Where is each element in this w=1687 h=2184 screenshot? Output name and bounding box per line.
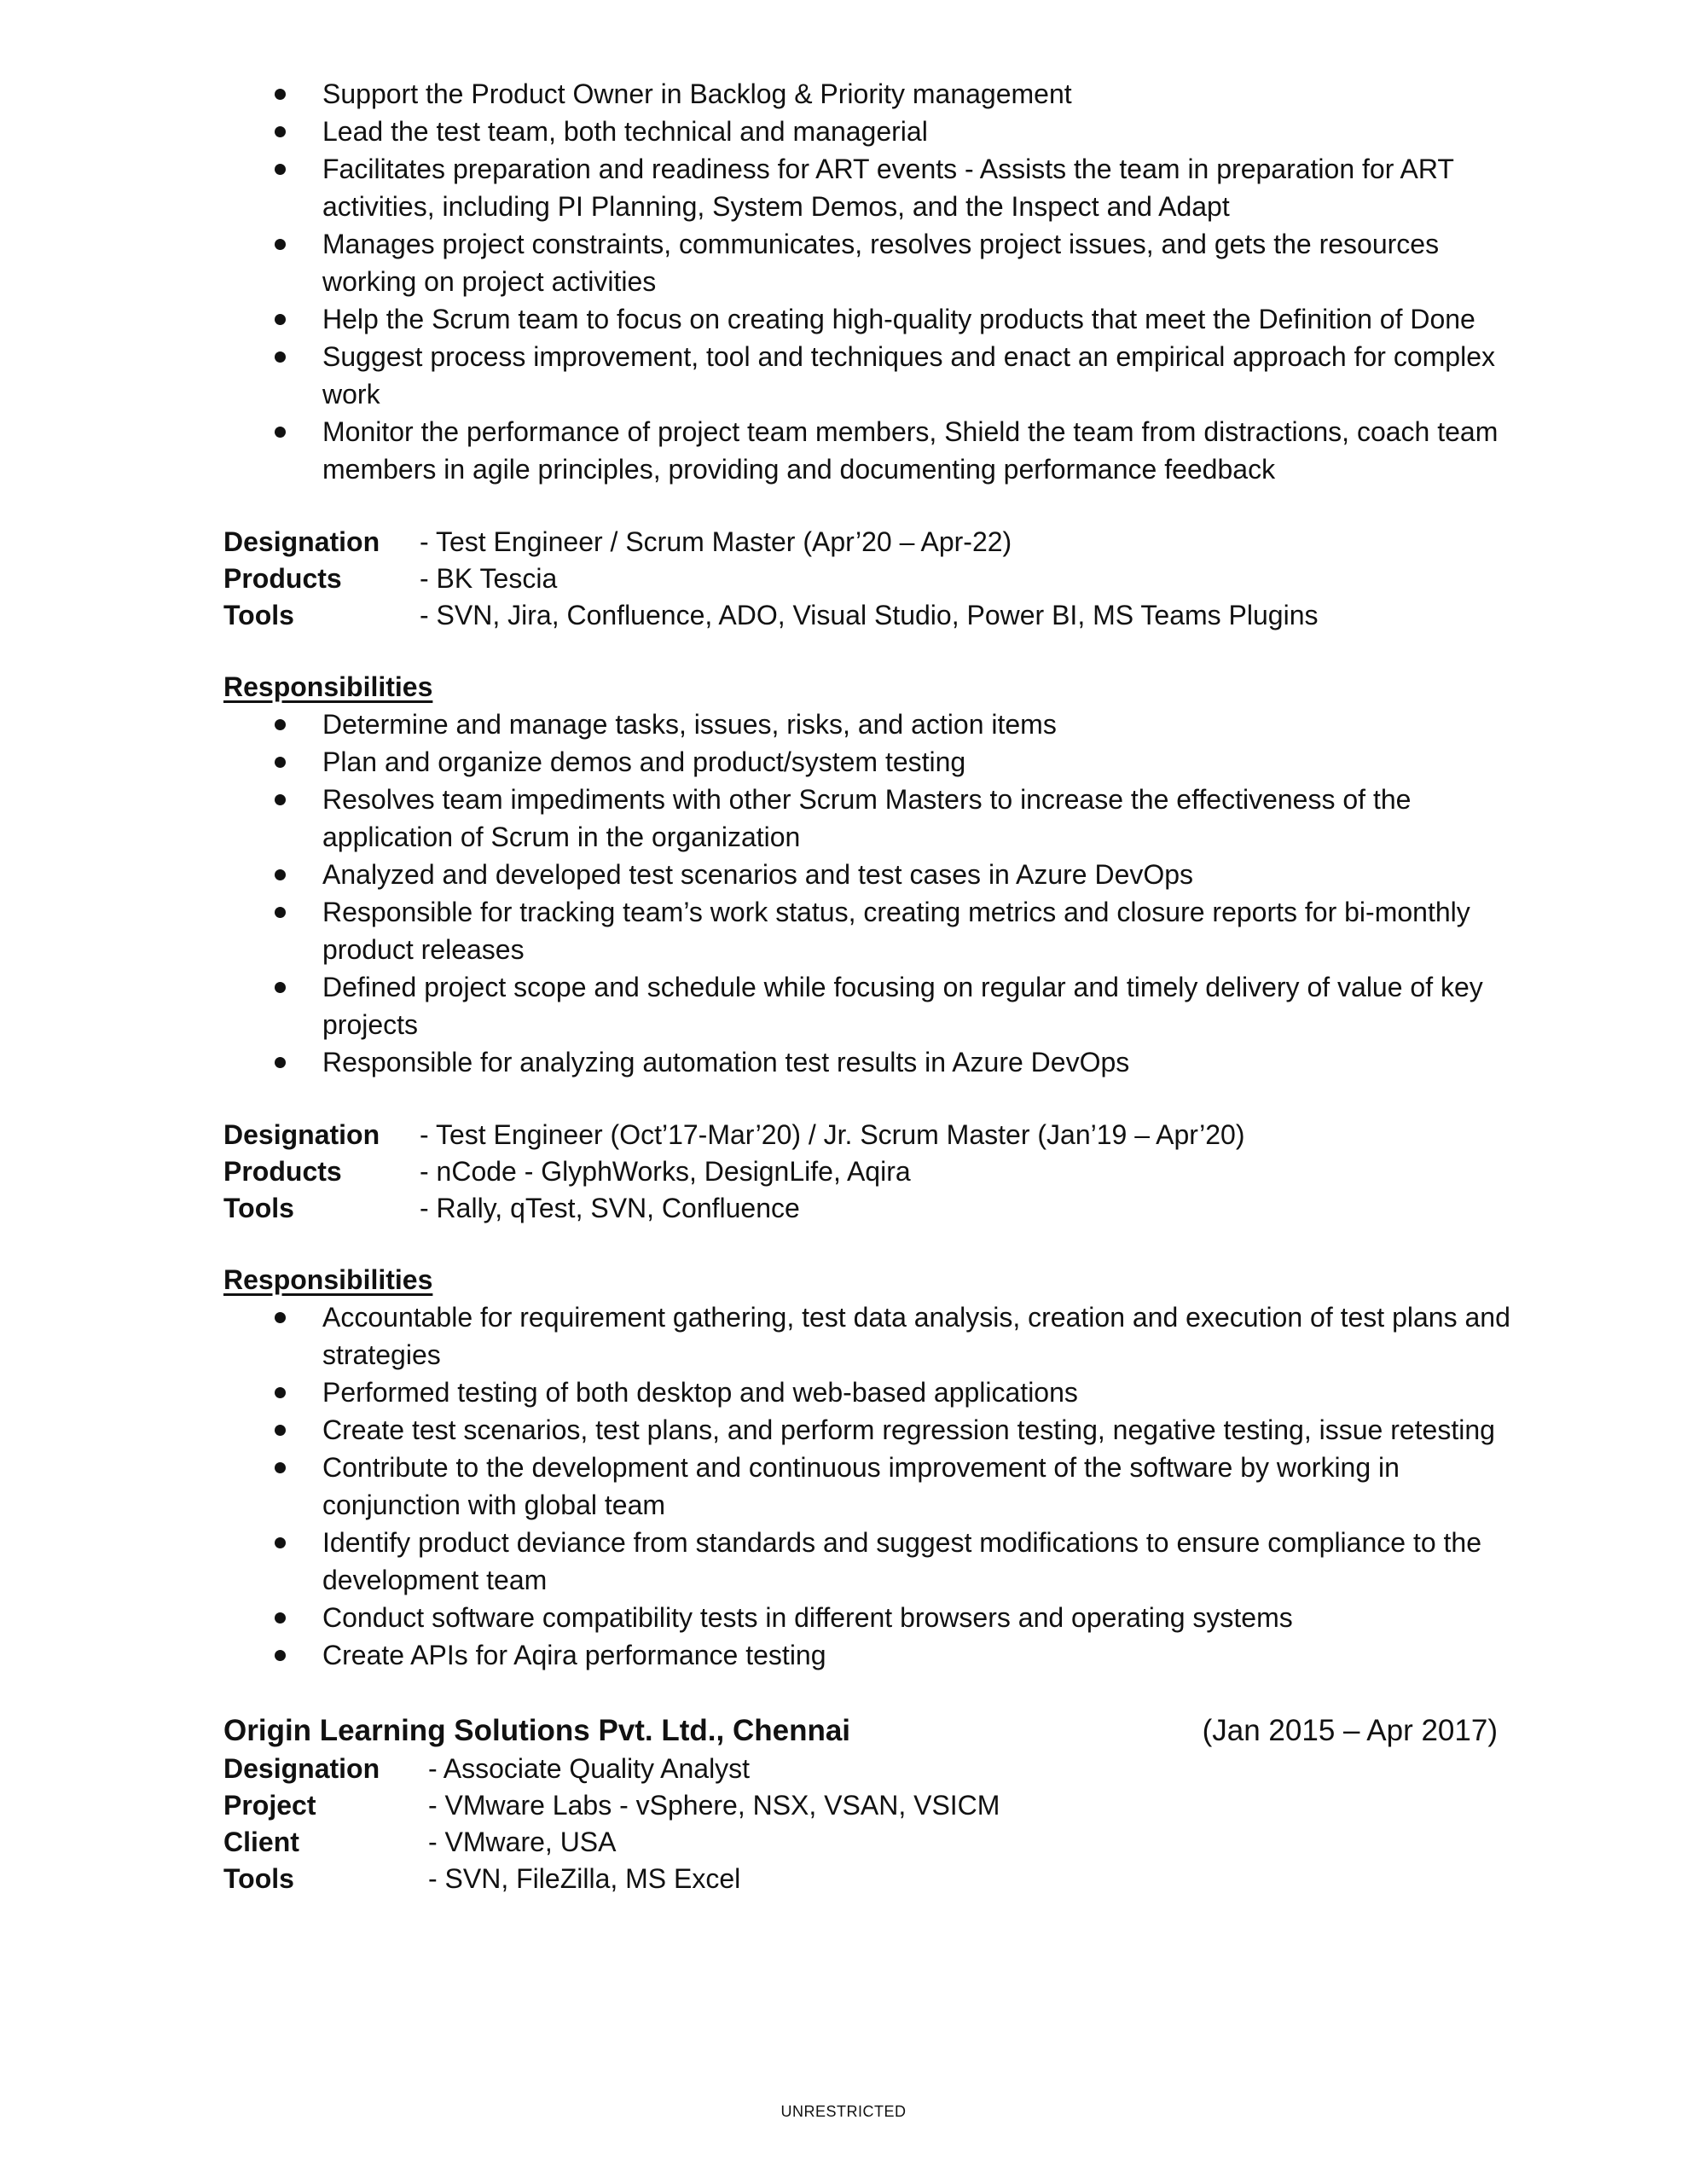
products-row	[223, 1153, 1503, 1190]
list-item: Plan and organize demos and product/system testing	[223, 743, 1516, 781]
tools-row	[223, 597, 1503, 634]
bullet-icon	[275, 794, 286, 805]
bullet-icon	[275, 1425, 286, 1436]
designation-label: Designation	[223, 1753, 380, 1784]
bullet-icon	[275, 1387, 286, 1398]
resume-content	[223, 75, 1510, 1897]
bullet-icon	[275, 89, 286, 100]
products-label: Products	[223, 563, 342, 594]
list-item: Identify product deviance from standards and suggest modifications to ensure compliance to the development team	[223, 1524, 1516, 1599]
list-item: Help the Scrum team to focus on creating high-quality products that meet the Definition of Done	[223, 300, 1516, 338]
designation-value: - Test Engineer / Scrum Master (Apr’20 – Apr-22)	[420, 526, 1012, 557]
client-value: - VMware, USA	[428, 1827, 617, 1857]
tools-value: - Rally, qTest, SVN, Confluence	[420, 1193, 800, 1223]
project-value: - VMware Labs - vSphere, NSX, VSAN, VSICM	[428, 1790, 1000, 1821]
bullet-icon	[275, 351, 286, 363]
bullet-icon	[275, 1650, 286, 1661]
bullet-icon	[275, 1612, 286, 1623]
bullet-icon	[275, 1057, 286, 1068]
bullet-icon	[275, 1537, 286, 1548]
bullet-icon	[275, 982, 286, 993]
tools-label: Tools	[223, 1863, 294, 1894]
bullet-icon	[275, 1312, 286, 1323]
tools-label: Tools	[223, 600, 294, 630]
role-2-responsibilities	[223, 1298, 1510, 1674]
tools-value: - SVN, Jira, Confluence, ADO, Visual Studio, Power BI, MS Teams Plugins	[420, 600, 1319, 630]
list-item: Manages project constraints, communicates, resolves project issues, and gets the resources working on project activities	[223, 225, 1516, 300]
designation-row	[223, 524, 1503, 561]
project-row	[223, 1787, 1503, 1824]
bullet-icon	[275, 1462, 286, 1473]
products-label: Products	[223, 1156, 342, 1187]
tools-label: Tools	[223, 1193, 294, 1223]
list-item: Responsible for analyzing automation test results in Azure DevOps	[223, 1043, 1516, 1081]
tools-row	[223, 1190, 1503, 1227]
designation-row	[223, 1117, 1503, 1153]
list-item: Support the Product Owner in Backlog & Priority management	[223, 75, 1516, 113]
list-item: Conduct software compatibility tests in different browsers and operating systems	[223, 1599, 1516, 1636]
designation-label: Designation	[223, 526, 380, 557]
responsibilities-heading: Responsibilities	[223, 671, 433, 702]
list-item: Defined project scope and schedule while focusing on regular and timely delivery of value of key projects	[223, 968, 1516, 1043]
role-1-details	[223, 524, 1503, 634]
designation-label: Designation	[223, 1119, 380, 1150]
list-item: Performed testing of both desktop and web-based applications	[223, 1374, 1516, 1411]
list-item: Suggest process improvement, tool and techniques and enact an empirical approach for complex work	[223, 338, 1516, 413]
client-row	[223, 1824, 1503, 1861]
company-name: Origin Learning Solutions Pvt. Ltd., Chennai	[223, 1714, 851, 1747]
bullet-icon	[275, 239, 286, 250]
tools-row	[223, 1861, 1503, 1897]
designation-value: - Test Engineer (Oct’17-Mar’20) / Jr. Scrum Master (Jan’19 – Apr’20)	[420, 1119, 1245, 1150]
company-dates: (Jan 2015 – Apr 2017)	[1202, 1714, 1498, 1747]
designation-row	[223, 1751, 1503, 1787]
designation-value: - Associate Quality Analyst	[428, 1753, 751, 1784]
list-item: Facilitates preparation and readiness for ART events - Assists the team in preparation for ART activities, including PI Planning, System Demos, and the Inspect and Adapt	[223, 150, 1516, 225]
bullet-icon	[275, 126, 286, 137]
bullet-icon	[275, 907, 286, 918]
products-row	[223, 561, 1503, 597]
list-item: Create test scenarios, test plans, and perform regression testing, negative testing, issue retesting	[223, 1411, 1516, 1449]
list-item: Responsible for tracking team’s work status, creating metrics and closure reports for bi-monthly product releases	[223, 893, 1516, 968]
bullet-icon	[275, 314, 286, 325]
list-item: Resolves team impediments with other Scrum Masters to increase the effectiveness of the application of Scrum in the organization	[223, 781, 1516, 856]
products-value: - BK Tescia	[420, 563, 558, 594]
responsibilities-heading: Responsibilities	[223, 1264, 433, 1295]
role-1-responsibilities	[223, 706, 1503, 1081]
list-item: Analyzed and developed test scenarios and test cases in Azure DevOps	[223, 856, 1516, 893]
bullet-icon	[275, 869, 286, 880]
list-item: Accountable for requirement gathering, test data analysis, creation and execution of test plans and strategies	[223, 1298, 1516, 1374]
project-label: Project	[223, 1790, 316, 1821]
company-header	[223, 1711, 1498, 1751]
products-value: - nCode - GlyphWorks, DesignLife, Aqira	[420, 1156, 911, 1187]
classification-footer: UNRESTRICTED	[780, 2103, 907, 2120]
list-item: Contribute to the development and continuous improvement of the software by working in conjunction with global team	[223, 1449, 1516, 1524]
role-2-details	[223, 1117, 1503, 1227]
list-item: Create APIs for Aqira performance testing	[223, 1636, 1516, 1674]
bullet-icon	[275, 427, 286, 438]
list-item: Lead the test team, both technical and managerial	[223, 113, 1516, 150]
company-2-details	[223, 1751, 1503, 1897]
client-label: Client	[223, 1827, 299, 1857]
bullet-icon	[275, 719, 286, 730]
list-item: Monitor the performance of project team members, Shield the team from distractions, coach team members in agile principles, providing and documenting performance feedback	[223, 413, 1516, 488]
tools-value: - SVN, FileZilla, MS Excel	[428, 1863, 741, 1894]
top-bullet-list	[223, 75, 1503, 488]
bullet-icon	[275, 757, 286, 768]
bullet-icon	[275, 164, 286, 175]
list-item: Determine and manage tasks, issues, risks, and action items	[223, 706, 1516, 743]
